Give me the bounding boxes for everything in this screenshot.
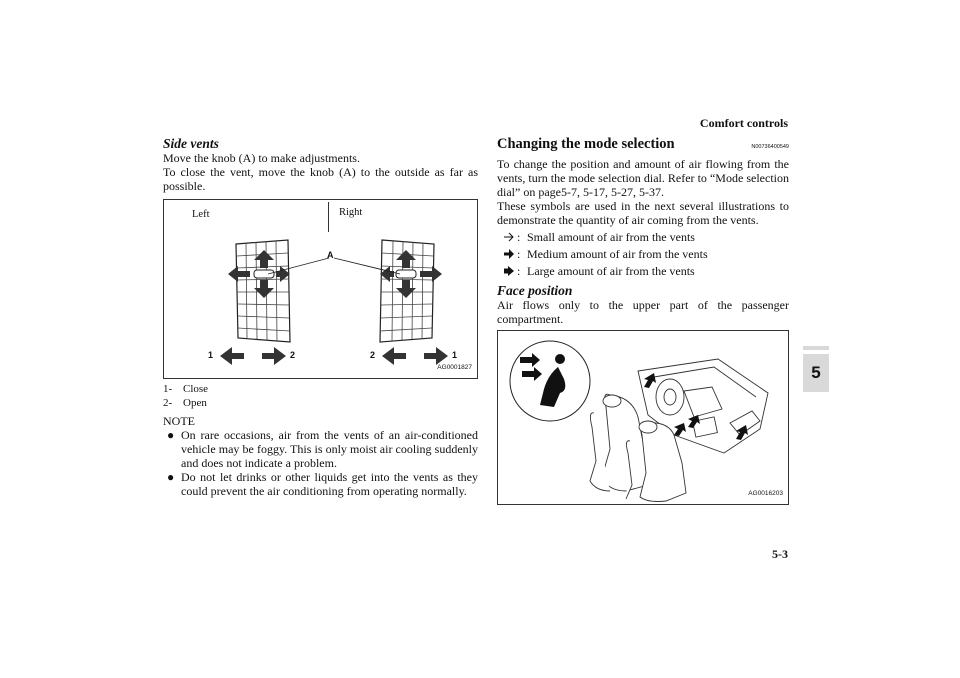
- figure-label-a: A: [327, 250, 334, 260]
- face-position-illustration: [498, 331, 788, 504]
- note-bullet: ● On rare occasions, air from the vents of an air-conditioned vehicle may be foggy. This is only moist air cooling suddenly and does not indicate a problem.: [163, 428, 478, 470]
- chapter-tab: 5: [803, 354, 829, 392]
- mode-selection-heading: Changing the mode selection N00736400549: [497, 136, 789, 152]
- figure-label-2-right: 2: [370, 350, 376, 360]
- right-column: [497, 137, 789, 505]
- figure-label-2-left: 2: [290, 350, 296, 360]
- face-position-figure: [497, 330, 789, 505]
- figure-label-right: Right: [339, 207, 363, 218]
- face-position-para: Air flows only to the upper part of the passenger compartment.: [497, 298, 789, 326]
- figure-code: AG0016203: [748, 490, 783, 497]
- seats-drawing: [590, 394, 686, 501]
- figure-label-1-right: 1: [452, 350, 458, 360]
- figure-label-left: Left: [192, 209, 210, 220]
- thick-arrow-icon: [503, 266, 517, 276]
- face-position-heading: Face position: [497, 283, 573, 298]
- heading-code: N00736400549: [751, 144, 789, 150]
- symbol-row: : Medium amount of air from the vents: [497, 247, 789, 261]
- note-bullet: ● Do not let drinks or other liquids get into the vents as they could prevent the air conditioning from operating normally.: [163, 470, 478, 498]
- side-vents-para1: Move the knob (A) to make adjustments.: [163, 151, 360, 165]
- symbol-row: : Large amount of air from the vents: [497, 264, 789, 278]
- chapter-tab-bar: [803, 346, 829, 350]
- mode-para1: To change the position and amount of air flowing from the vents, turn the mode selection dial. Refer to “Mode selection dial” on page5-7, 5-17, 5-27, 5-37.: [497, 157, 789, 199]
- bullet-icon: ●: [167, 470, 175, 484]
- face-mode-icon: [510, 341, 590, 421]
- note-heading: NOTE: [163, 414, 195, 428]
- left-vent-grille: [228, 240, 290, 342]
- running-header-title: Comfort controls: [699, 116, 788, 130]
- mode-para2: These symbols are used in the next several illustrations to demonstrate the quantity of air coming from the vents.: [497, 199, 789, 227]
- symbol-row: : Small amount of air from the vents: [497, 230, 789, 244]
- bullet-icon: ●: [167, 428, 175, 442]
- legend-list: [163, 382, 478, 410]
- left-column: [163, 137, 478, 498]
- thin-arrow-icon: [503, 232, 517, 242]
- side-vents-heading: Side vents: [163, 136, 219, 151]
- medium-arrow-icon: [503, 249, 517, 259]
- side-vents-para2: To close the vent, move the knob (A) to the outside as far as possible.: [163, 165, 478, 193]
- list-item: 1- Close: [163, 383, 209, 395]
- side-vents-figure: [163, 199, 478, 379]
- figure-code: AG0001827: [437, 364, 472, 371]
- figure-label-1-left: 1: [208, 350, 214, 360]
- list-item: 2- Open: [163, 397, 207, 409]
- right-vent-grille: [380, 240, 442, 342]
- page-number: 5-3: [772, 547, 788, 561]
